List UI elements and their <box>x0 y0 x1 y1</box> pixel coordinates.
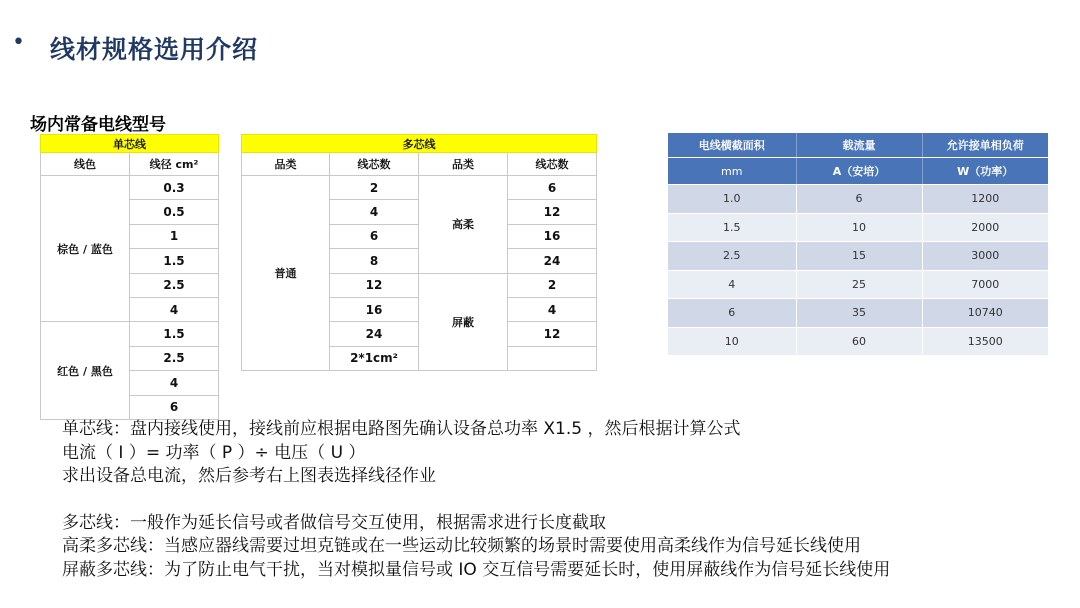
unit-mm: mm <box>668 158 796 185</box>
table-row <box>668 185 1048 214</box>
table-cell: 10 <box>796 213 922 242</box>
category-normal: 普通 <box>242 176 330 371</box>
category-high-flex: 高柔 <box>419 176 508 274</box>
table-row <box>668 327 1048 356</box>
wire-diameter-cell: 1.5 <box>130 249 219 273</box>
wire-color-group: 红色 / 黑色 <box>41 322 130 420</box>
core-count-cell: 4 <box>330 200 419 224</box>
col-header-category: 品类 <box>419 153 508 176</box>
note-spacer <box>62 489 890 512</box>
col-header-diameter: 线径 cm² <box>130 153 219 176</box>
table-cell: 2.5 <box>668 242 796 271</box>
col-header-load: 允许接单相负荷 <box>922 133 1048 158</box>
table-cell: 6 <box>668 299 796 328</box>
col-header-cores: 线芯数 <box>508 153 597 176</box>
table-cell: 1.0 <box>668 185 796 214</box>
table-cell: 10 <box>668 327 796 356</box>
core-count-cell: 12 <box>330 273 419 297</box>
core-count-cell: 4 <box>508 297 597 321</box>
col-header-color: 线色 <box>41 153 130 176</box>
table-cell: 60 <box>796 327 922 356</box>
wire-color-group: 棕色 / 蓝色 <box>41 176 130 322</box>
table-row <box>668 242 1048 271</box>
core-count-cell: 2 <box>508 273 597 297</box>
col-header-cross-section: 电线横截面积 <box>668 133 796 158</box>
core-count-cell: 12 <box>508 200 597 224</box>
note-line: 求出设备总电流，然后参考右上图表选择线径作业 <box>62 466 436 486</box>
col-header-cores: 线芯数 <box>330 153 419 176</box>
wire-diameter-cell: 2.5 <box>130 346 219 370</box>
current-capacity-table <box>668 133 1048 356</box>
core-count-cell: 8 <box>330 249 419 273</box>
note-line: 屏蔽多芯线：为了防止电气干扰，当对模拟量信号或 IO 交互信号需要延长时，使用屏蔽线作为信号延长线使用 <box>62 559 891 580</box>
table-cell: 3000 <box>922 242 1048 271</box>
category-shielded: 屏蔽 <box>419 273 508 371</box>
unit-watt: W（功率） <box>922 158 1048 185</box>
section-subtitle: 场内常备电线型号 <box>30 115 166 135</box>
col-header-ampacity: 载流量 <box>796 133 922 158</box>
table-cell: 4 <box>668 270 796 299</box>
table-row <box>668 299 1048 328</box>
table-cell: 35 <box>796 299 922 328</box>
wire-diameter-cell: 0.5 <box>130 200 219 224</box>
table-cell: 15 <box>796 242 922 271</box>
multi-core-title: 多芯线 <box>242 135 597 153</box>
core-count-cell: 16 <box>330 297 419 321</box>
note-line: 单芯线：盘内接线使用，接线前应根据电路图先确认设备总功率 X1.5 ，然后根据计算公式 <box>62 419 741 439</box>
wire-diameter-cell: 4 <box>130 297 219 321</box>
note-line: 电流（ I ）= 功率（ P ）÷ 电压（ U ） <box>62 442 366 463</box>
note-line: 高柔多芯线：当感应器线需要过坦克链或在一些运动比较频繁的场景时需要使用高柔线作为信号延长线使用 <box>62 536 861 556</box>
note-line: 多芯线：一般作为延长信号或者做信号交互使用，根据需求进行长度截取 <box>62 512 606 533</box>
table-cell: 25 <box>796 270 922 299</box>
core-count-cell: 12 <box>508 322 597 346</box>
table-cell: 10740 <box>922 299 1048 328</box>
core-count-cell: 16 <box>508 224 597 248</box>
table-cell: 1.5 <box>668 213 796 242</box>
core-count-cell <box>508 346 597 370</box>
table-cell: 6 <box>796 185 922 214</box>
col-header-category: 品类 <box>242 153 330 176</box>
wire-diameter-cell: 1.5 <box>130 322 219 346</box>
core-count-cell: 6 <box>508 176 597 200</box>
table-cell: 7000 <box>922 270 1048 299</box>
single-core-title: 单芯线 <box>41 135 219 153</box>
unit-ampere: A（安培） <box>796 158 922 185</box>
core-count-cell: 6 <box>330 224 419 248</box>
wire-diameter-cell: 0.3 <box>130 176 219 200</box>
table-cell: 1200 <box>922 185 1048 214</box>
wire-diameter-cell: 2.5 <box>130 273 219 297</box>
usage-notes <box>62 418 890 582</box>
table-cell: 13500 <box>922 327 1048 356</box>
title-bullet: • <box>12 30 25 55</box>
core-count-cell: 2 <box>330 176 419 200</box>
multi-core-table <box>241 134 597 371</box>
core-count-cell: 24 <box>330 322 419 346</box>
table-row <box>668 213 1048 242</box>
wire-diameter-cell: 6 <box>130 395 219 419</box>
single-core-table <box>40 134 219 420</box>
core-count-cell: 24 <box>508 249 597 273</box>
core-count-cell: 2*1cm² <box>330 346 419 370</box>
wire-diameter-cell: 4 <box>130 371 219 395</box>
table-row <box>668 270 1048 299</box>
wire-diameter-cell: 1 <box>130 224 219 248</box>
page-title: 线材规格选用介绍 <box>50 35 259 64</box>
table-cell: 2000 <box>922 213 1048 242</box>
